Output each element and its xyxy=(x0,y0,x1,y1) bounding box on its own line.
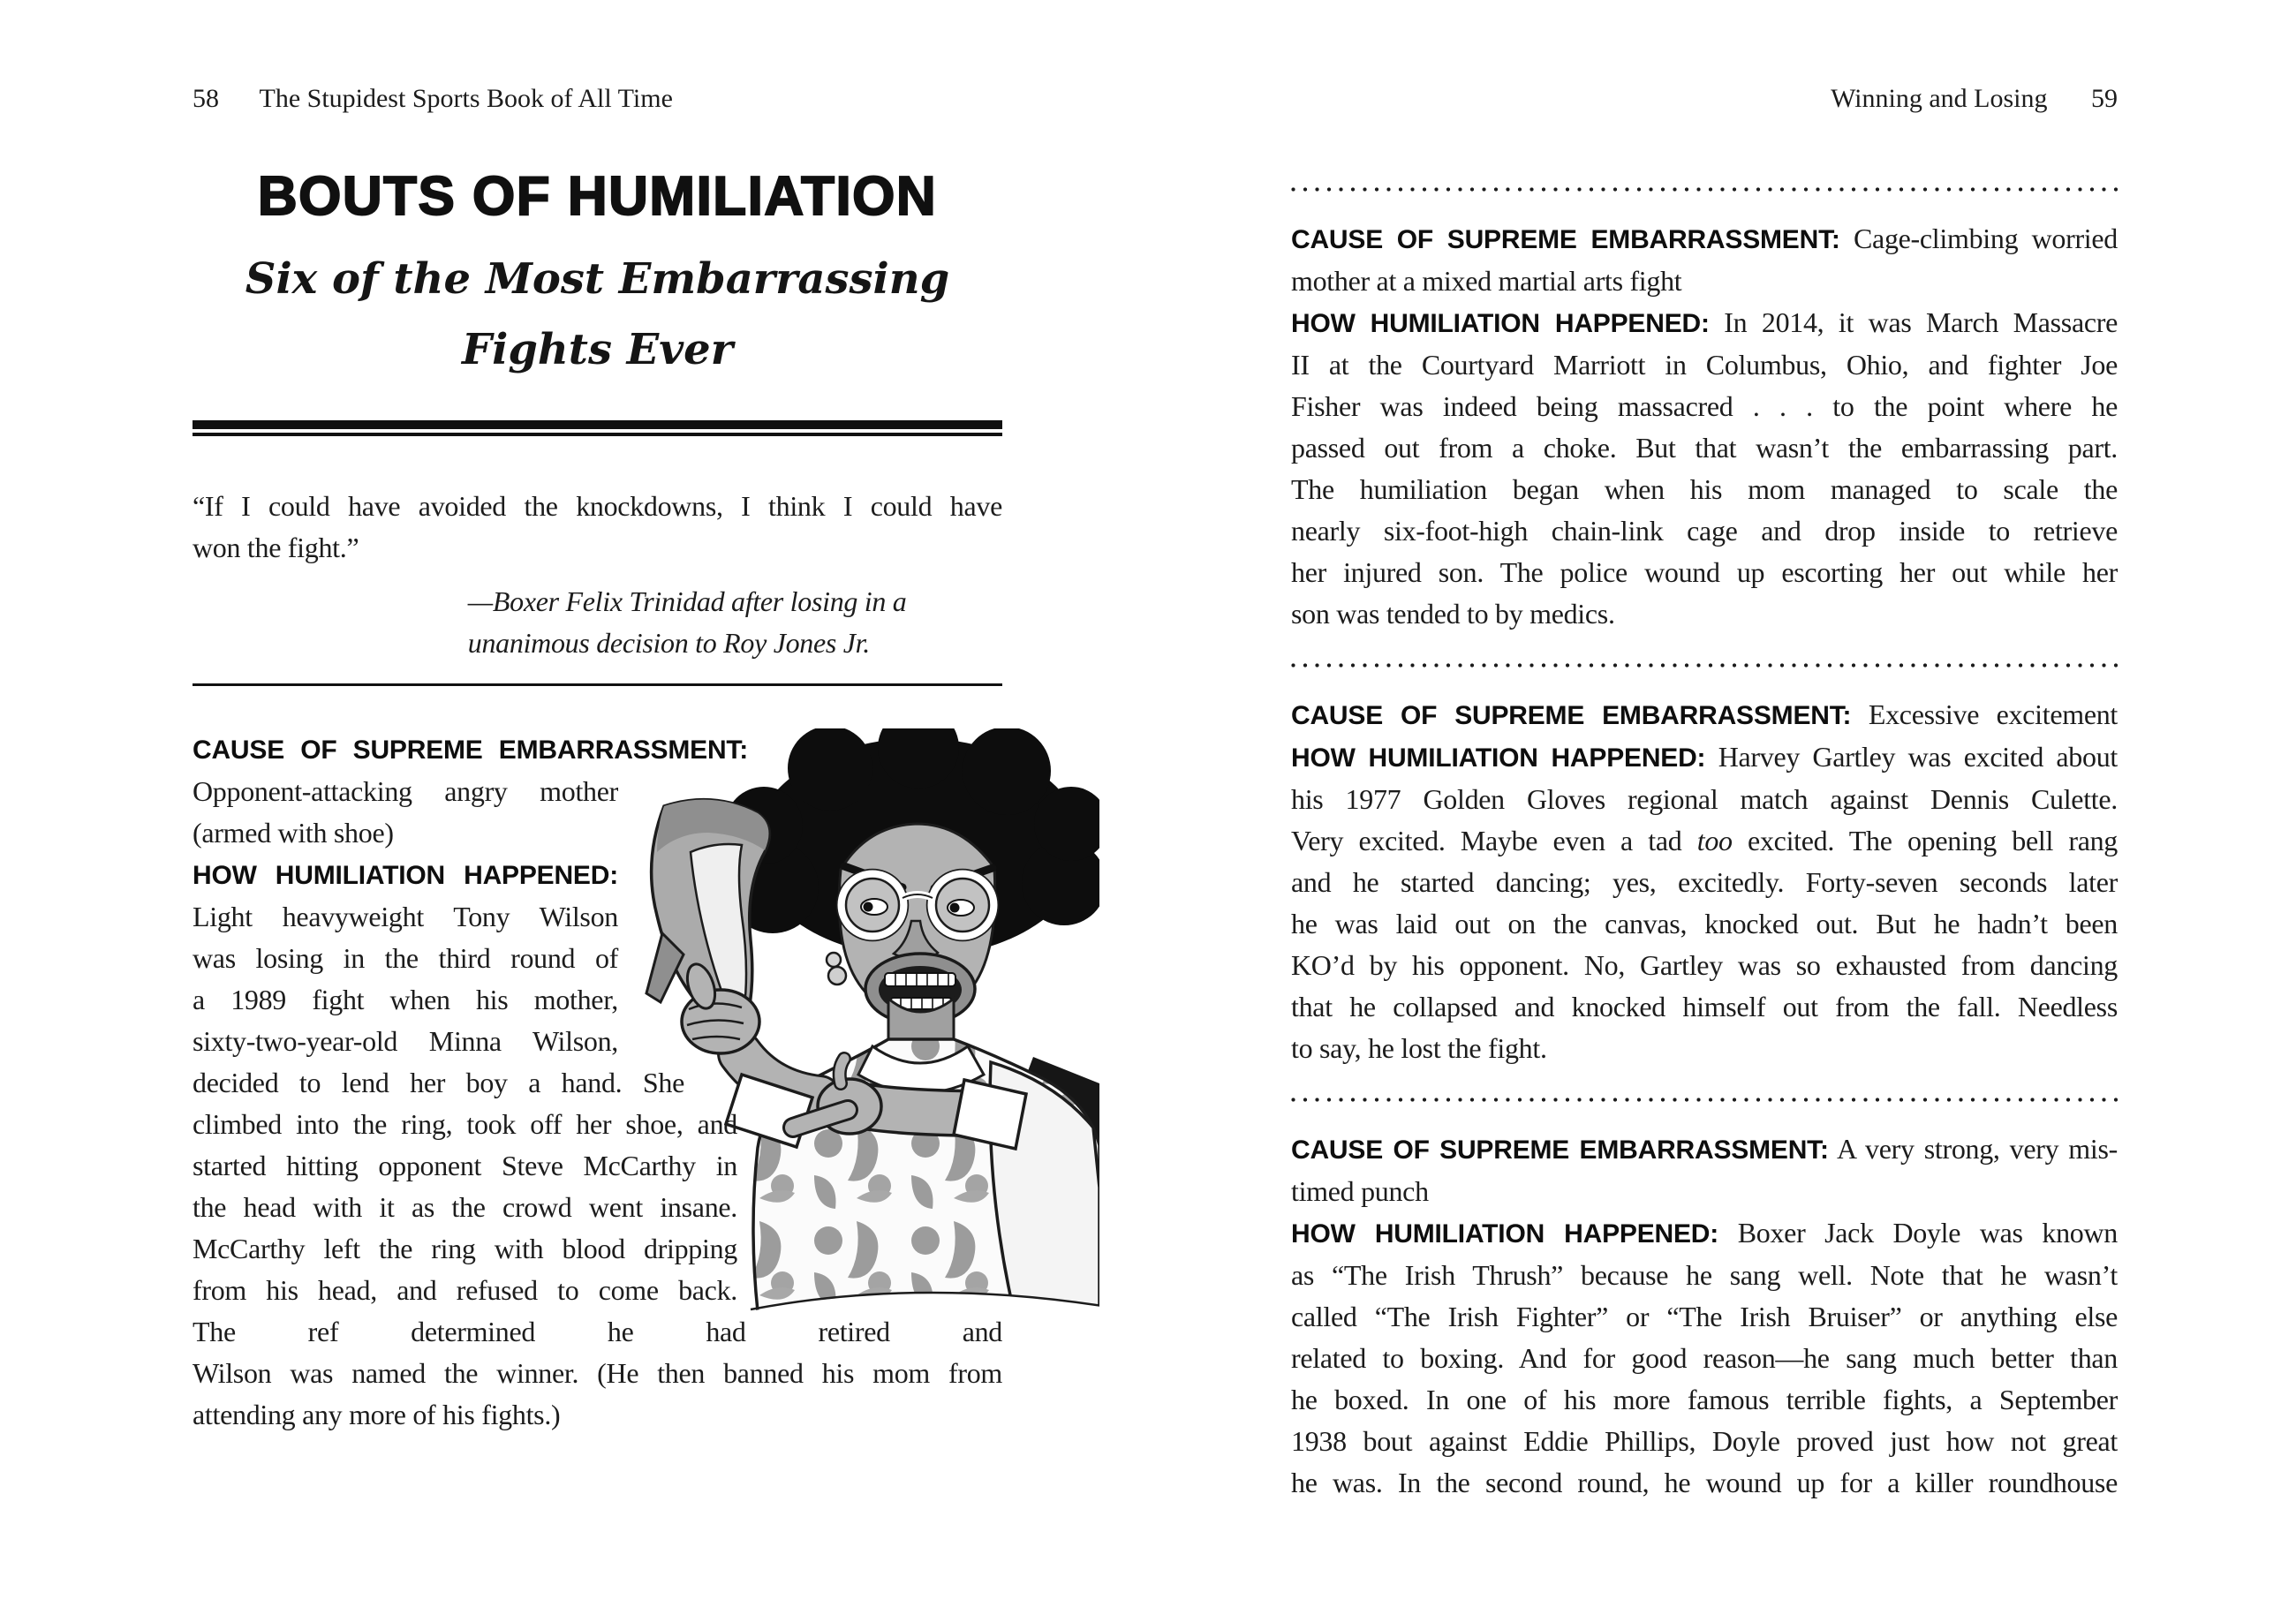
right-page xyxy=(1291,141,2118,1504)
story-mistimed-punch xyxy=(1291,1128,2118,1504)
text-line: and he started dancing; yes, excitedly. Forty-seven seconds later xyxy=(1291,866,2118,898)
quote-attribution xyxy=(468,581,1002,664)
text-line: called “The Irish Fighter” or “The Irish Bruiser” or anything else xyxy=(1291,1301,2118,1332)
earring xyxy=(828,967,846,985)
text-line: her injured son. The police wound up escorting her out while her xyxy=(1291,556,2118,588)
text-line: related to boxing. And for good reason—he sang much better than xyxy=(1291,1342,2118,1374)
text-line: Very excited. Maybe even a tad too excited. The opening bell rang xyxy=(1291,825,2119,856)
text-line: son was tended to by medics. xyxy=(1291,598,1615,630)
text-line: from his head, and refused to come back. xyxy=(193,1274,737,1306)
text-line: Fisher was indeed being massacred . . . to the point where he xyxy=(1291,390,2118,422)
right-page-number: 59 xyxy=(2091,84,2118,113)
text-line: a 1989 fight when his mother, xyxy=(193,984,618,1015)
text-line: —Boxer Felix Trinidad after losing in a xyxy=(467,585,907,617)
text-line: The humiliation began when his mom managed to scale the xyxy=(1291,473,2118,505)
dotted-divider xyxy=(1291,187,2118,192)
text-line: was losing in the third round of xyxy=(193,942,618,974)
left-page-number: 58 xyxy=(193,84,219,113)
article-title: BOUTS OF HUMILIATION xyxy=(257,166,938,227)
text-line: Light heavyweight Tony Wilson xyxy=(193,901,618,932)
book-title: The Stupidest Sports Book of All Time xyxy=(259,84,673,113)
text-line: he was. In the second round, he wound up for a killer roundhouse xyxy=(1291,1467,2118,1498)
story-excessive-excitement xyxy=(1291,694,2118,1069)
text-line: timed punch xyxy=(1291,1175,1429,1207)
text-line: II at the Courtyard Marriott in Columbus, Ohio, and fighter Joe xyxy=(1291,349,2118,381)
dotted-divider xyxy=(1291,663,2118,668)
double-rule xyxy=(193,420,1002,436)
earring xyxy=(827,953,841,967)
text-line: McCarthy left the ring with blood dripping xyxy=(193,1233,737,1264)
text-line: as “The Irish Thrush” because he sang well. Note that he wasn’t xyxy=(1291,1259,2118,1291)
text-line: (armed with shoe) xyxy=(193,817,394,849)
text-line: HOW HUMILIATION HAPPENED: Boxer Jack Doyle was known xyxy=(1291,1217,2119,1249)
text-line: he boxed. In one of his more famous terrible fights, a September xyxy=(1291,1384,2118,1415)
text-line: HOW HUMILIATION HAPPENED: In 2014, it was March Massacre xyxy=(1291,306,2119,338)
text-line: sixty-two-year-old Minna Wilson, xyxy=(193,1025,618,1057)
story-cage-climbing-mother xyxy=(1291,218,2118,635)
chapter-title: Winning and Losing xyxy=(1831,84,2048,113)
text-line: attending any more of his fights.) xyxy=(193,1399,561,1430)
subtitle-line-1: Six of the Most Embarrassing xyxy=(245,254,950,304)
article-subtitle xyxy=(193,244,1002,385)
text-line: mother at a mixed martial arts fight xyxy=(1291,265,1682,297)
text-line: 1938 bout against Eddie Phillips, Doyle proved just how not great xyxy=(1291,1425,2118,1457)
text-line: he was laid out on the canvas, knocked out. But he hadn’t been xyxy=(1291,908,2118,939)
text-line: KO’d by his opponent. No, Gartley was so exhausted from dancing xyxy=(1291,949,2118,981)
text-line: “If I could have avoided the knockdowns, I think I could have xyxy=(193,490,1002,522)
thin-rule xyxy=(193,683,1002,686)
text-line: CAUSE OF SUPREME EMBARRASSMENT: Cage-climbing worried xyxy=(1291,223,2119,254)
dotted-divider xyxy=(1291,1098,2118,1102)
text-line: won the fight.” xyxy=(193,532,359,563)
text-line: climbed into the ring, took off her shoe, and xyxy=(193,1108,737,1140)
right-running-head xyxy=(1831,84,2118,114)
text-line: HOW HUMILIATION HAPPENED: Harvey Gartley was excited about xyxy=(1291,741,2118,773)
subtitle-line-2: Fights Ever xyxy=(462,325,733,374)
pull-quote xyxy=(193,486,1002,569)
text-line: passed out from a choke. But that wasn’t the embarrassing part. xyxy=(1291,432,2118,464)
text-line: CAUSE OF SUPREME EMBARRASSMENT: xyxy=(193,736,748,765)
text-line: CAUSE OF SUPREME EMBARRASSMENT: Excessive excitement xyxy=(1291,698,2119,730)
left-page xyxy=(193,141,1002,1436)
left-running-head xyxy=(193,84,673,114)
text-line: unanimous decision to Roy Jones Jr. xyxy=(467,627,870,659)
text-line: to say, he lost the fight. xyxy=(1291,1032,1547,1064)
text-line: nearly six-foot-high chain-link cage and drop inside to retrieve xyxy=(1291,515,2118,547)
text-line: started hitting opponent Steve McCarthy in xyxy=(193,1150,737,1181)
story-angry-mother xyxy=(193,728,1002,1436)
text-line: Wilson was named the winner. (He then banned his mom from xyxy=(193,1357,1002,1389)
text-line: that he collapsed and knocked himself out from the fall. Needless xyxy=(1291,991,2118,1022)
text-line: HOW HUMILIATION HAPPENED: xyxy=(193,861,618,890)
text-line: Opponent-attacking angry mother xyxy=(193,775,618,807)
text-line: the head with it as the crowd went insane. xyxy=(193,1191,737,1223)
text-line: CAUSE OF SUPREME EMBARRASSMENT: A very strong, very mis- xyxy=(1291,1133,2118,1165)
text-line: his 1977 Golden Gloves regional match against Dennis Culette. xyxy=(1291,783,2118,815)
text-line: decided to lend her boy a hand. She xyxy=(193,1067,684,1098)
pointing-cuff xyxy=(954,1080,1026,1149)
text-line: The ref determined he had retired and xyxy=(193,1316,1002,1347)
